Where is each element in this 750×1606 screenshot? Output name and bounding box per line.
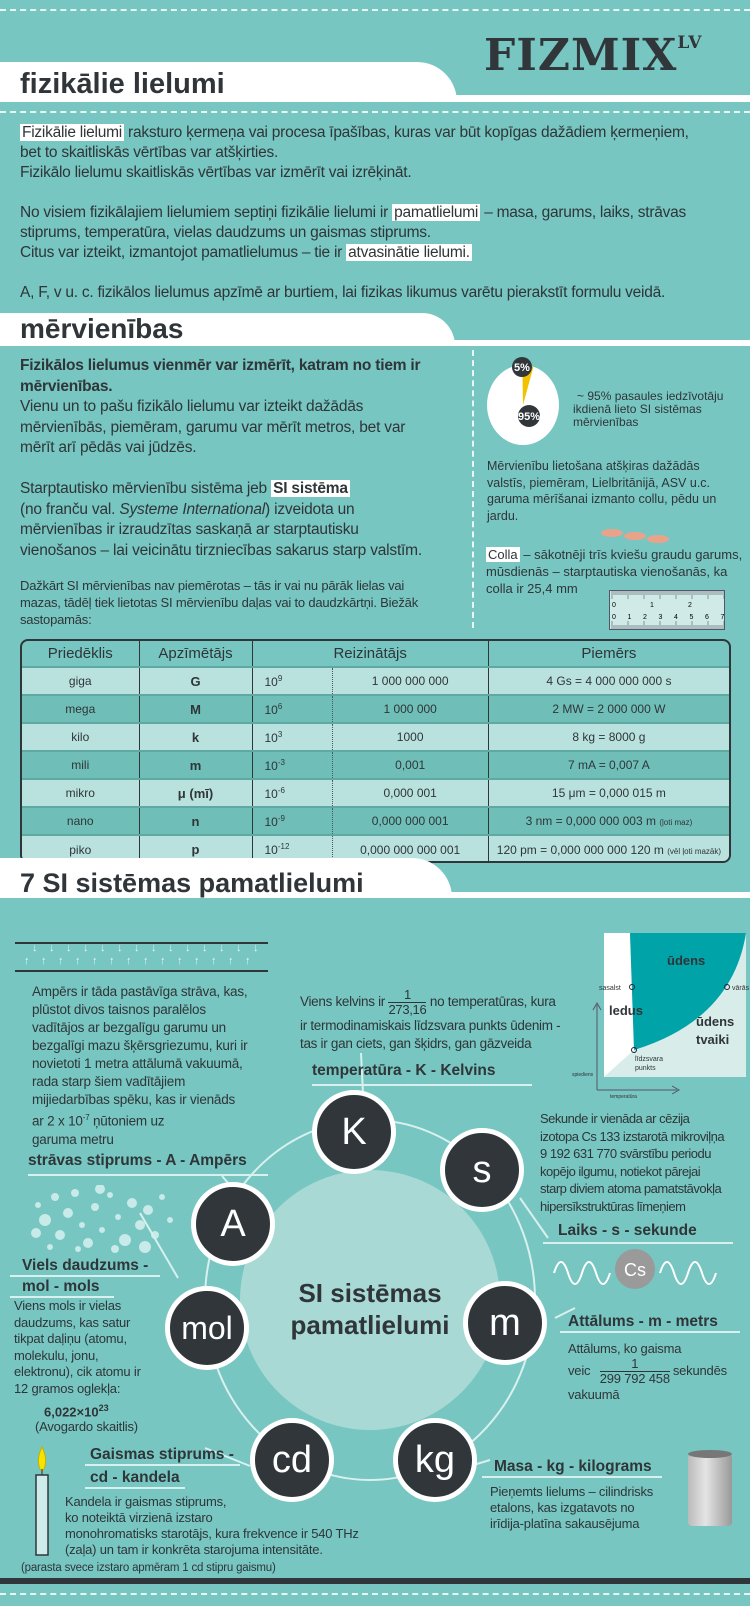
text: ir termodinamiskais līdzsvara punkts ūdenim - [300, 1018, 561, 1033]
label-mole-1: Viels daudzums - [10, 1257, 160, 1277]
text: 10 [264, 786, 278, 801]
text: vadītājos ar bezgalīgu garumu un [32, 1020, 226, 1035]
molecule-bubble [51, 1193, 59, 1201]
molecule-bubble [111, 1245, 119, 1253]
fraction [388, 988, 426, 1017]
text: tas ir gan ciets, gan šķidrs, gan gāzveida [300, 1036, 532, 1051]
denominator: 299 792 458 [599, 1371, 670, 1386]
highlight-inch: Colla [488, 547, 518, 562]
highlight-derived-quantities: atvasinātie lielumi. [348, 244, 470, 261]
text: garuma mērīšanai izmanto collu, pēdu un [487, 492, 717, 506]
text: Citus var izteikt, izmantojot pamatlielumus – tie ir [20, 244, 343, 261]
cell-multiplier: 0,001 [332, 751, 488, 779]
text: garuma metru [32, 1131, 114, 1147]
candle-icon [30, 1445, 54, 1557]
text: 10 [264, 843, 278, 857]
molecule-bubble [143, 1205, 153, 1215]
prefix-intro-text [20, 577, 418, 628]
arrow-up-icon: ↑ [58, 955, 64, 967]
intro-text [20, 123, 689, 303]
text: starp diviem atoma pamatstāvokļa [540, 1181, 722, 1196]
text: raksturo ķermeņa vai procesa īpašības, kuras var būt kopīgas dažādiem ķermeņiem, [128, 124, 689, 141]
molecule-bubble [99, 1227, 105, 1233]
cell-symbol: μ (mī) [139, 779, 252, 807]
cell-example [488, 835, 729, 863]
text: mērvienības ir izraudzītas saskaņā ar starptautisku [20, 521, 359, 538]
arrow-up-icon: ↑ [177, 955, 183, 967]
ruler-label: 2 [643, 614, 647, 621]
molecule-bubble [55, 1230, 65, 1240]
avogadro-number [44, 1400, 109, 1420]
text: ikdienā lieto SI sistēmas [573, 402, 702, 416]
arrow-up-icon: ↑ [92, 955, 98, 967]
text: monohromatisks starotājs, kura frekvence ir 540 THz [65, 1526, 359, 1541]
current-arrows-icon [22, 942, 267, 969]
footer-bar [0, 1578, 750, 1584]
text: -12 [277, 842, 290, 851]
cesium-wave-icon [552, 1247, 727, 1291]
text: jardu. [487, 508, 519, 523]
text: SI sistēmas [298, 1278, 442, 1308]
molecule-bubble [39, 1214, 51, 1226]
text: etalons, kas izgatavots no [490, 1500, 635, 1515]
cell-multiplier: 0,000 001 [332, 779, 488, 807]
col-header-example: Piemērs [488, 641, 729, 667]
ruler-label: 6 [705, 614, 709, 621]
unit-circle-metre: m [463, 1281, 547, 1365]
text: kopējo ilgumu, notiekot pārejai [540, 1163, 701, 1179]
text: mazas, tādēļ tiek lietotas SI mērvienību daļas vai to daudzkārtņi. Biežāk [20, 595, 418, 610]
molecule-bubble [63, 1208, 73, 1218]
text: 10 [264, 730, 278, 745]
arrow-up-icon: ↑ [126, 955, 132, 967]
kilogram-text [490, 1484, 653, 1532]
text: Vienu un to pašu fizikālo lielumu var izteikt dažādās [20, 398, 364, 415]
cell-power [252, 695, 332, 723]
ruler-label: 1 [627, 614, 632, 621]
avogadro-note: (Avogardo skaitlis) [35, 1419, 138, 1434]
arrow-down-icon: ↓ [100, 942, 106, 954]
cell-multiplier: 0,000 000 001 [332, 807, 488, 835]
text: bet to skaitliskās vērtības var atšķirties. [20, 144, 279, 161]
arrow-up-icon: ↑ [228, 955, 234, 967]
text: Viens kelvins ir [300, 994, 385, 1010]
text: ņūtoniem uz [89, 1113, 165, 1129]
units-text [20, 356, 422, 561]
text: mērvienībās, piemēram, garumu var mērīt metros, bet var [20, 418, 406, 436]
molecule-bubble [127, 1198, 137, 1208]
text: izotopa Cs 133 izstarotā mikroviļņa [540, 1128, 725, 1144]
text: -3 [277, 757, 285, 767]
text: Ampērs ir tāda pastāvīga strāva, kas, [32, 984, 248, 999]
arrow-up-icon: ↑ [211, 955, 217, 967]
molecule-bubble [31, 1228, 41, 1238]
cell-power [252, 667, 332, 695]
cell-example [488, 667, 729, 695]
text: ~ 95% pasaules iedzīvotāju [577, 389, 724, 403]
candela-note: (parasta svece izstaro apmēram 1 cd stipru gaismu) [21, 1562, 276, 1574]
ruler-label: 0 [612, 602, 616, 609]
label-vapor: tvaiki [696, 1032, 730, 1047]
molecule-bubble [75, 1246, 81, 1252]
text: Viens mols ir vielas [14, 1298, 122, 1313]
arrow-down-icon: ↓ [185, 942, 191, 954]
cell-prefix: mikro [22, 779, 139, 807]
section-title-physical-quantities: fizikālie lielumi [20, 68, 225, 100]
text: Sekunde ir vienāda ar cēzija [540, 1111, 690, 1126]
second-text [540, 1110, 724, 1215]
arrow-down-icon: ↓ [219, 942, 225, 954]
text: pamatlielumi [290, 1310, 450, 1340]
cell-symbol: m [139, 751, 252, 779]
arrow-up-icon: ↑ [109, 955, 115, 967]
text: 12 gramos oglekļa: [14, 1380, 121, 1396]
molecule-bubble [71, 1189, 79, 1197]
arrow-up-icon: ↑ [75, 955, 81, 967]
text: bezgalīgi mazu šķērsgriezumu, kuri ir [32, 1038, 248, 1053]
arrow-down-icon: ↓ [49, 942, 55, 954]
numerator: 1 [600, 1357, 670, 1372]
text: tikpat daļiņu (atomu, [14, 1331, 127, 1346]
text: mijiedarbības spēku, kas ir vienāds [32, 1092, 236, 1107]
text: -9 [277, 813, 285, 823]
label-water: ūdens [667, 953, 706, 968]
text: A, F, v u. c. fizikālos lielumus apzīmē ar burtiem, lai fizikas likumus varētu pierakstīt formulu veidā. [20, 284, 666, 301]
text: no temperatūras, kura [429, 994, 556, 1010]
text: (zaļa) un tam ir konkrēta starojuma intensitāte. [65, 1542, 323, 1557]
mole-text [14, 1298, 141, 1397]
text: vakuumā [568, 1387, 620, 1402]
molecule-bubble [95, 1185, 105, 1194]
text: 8 kg = 8000 g [572, 730, 646, 744]
text: No visiem fizikālajiem lielumiem septiņi fizikālie lielumi ir [20, 204, 389, 221]
cell-multiplier: 1 000 000 000 [332, 667, 488, 695]
text: ko noteiktā virzienā izstaro [65, 1510, 213, 1525]
arrow-down-icon: ↓ [236, 942, 242, 954]
text: Starptautisko mērvienību sistēma jeb [20, 480, 267, 497]
molecule-bubble [107, 1192, 113, 1198]
fraction [600, 1357, 670, 1386]
text: ar 2 x 10 [32, 1113, 83, 1129]
bottom-dashed-divider [0, 1593, 750, 1595]
molecule-bubble [47, 1244, 53, 1250]
cell-multiplier: 1 000 000 [332, 695, 488, 723]
text: 15 μm = 0,000 015 m [551, 786, 666, 800]
text: 7 mA = 0,007 A [568, 758, 650, 772]
table-row [22, 751, 729, 779]
text: 3 [277, 729, 283, 739]
cell-multiplier: 1000 [332, 723, 488, 751]
ampere-text [32, 983, 247, 1149]
label-metre: Attālums - m - metrs [560, 1313, 740, 1333]
text: (ļoti maz) [659, 818, 693, 827]
cell-power [252, 779, 332, 807]
cell-power [252, 723, 332, 751]
label-triple: līdzsvara [635, 1056, 664, 1063]
arrow-down-icon: ↓ [66, 942, 72, 954]
text: stiprums, temperatūra, vielas daudzums un gaismas stiprums. [20, 224, 431, 241]
text: 120 pm = 0,000 000 000 120 m [496, 842, 664, 857]
unit-circle-candela: cd [250, 1418, 334, 1502]
label-candela-2: cd - kandela [85, 1469, 185, 1489]
cell-multiplier: 0,000 000 000 001 [332, 835, 488, 863]
pie-label-95: 95% [517, 411, 541, 423]
molecule-bubble [83, 1238, 93, 1248]
ruler-label: 7 [720, 614, 725, 621]
label-ice: ledus [609, 1003, 643, 1018]
molecule-bubble [151, 1231, 159, 1239]
text: mērvienības. [20, 377, 113, 395]
unit-circle-ampere: A [191, 1182, 275, 1266]
candela-text [65, 1494, 359, 1558]
cell-symbol: M [139, 695, 252, 723]
table-row [22, 779, 729, 807]
text: Fizikālo lielumu skaitliskās vērtības var izmērīt vai izrēķināt. [20, 164, 412, 181]
cell-prefix: piko [22, 835, 139, 863]
text: 3 nm = 0,000 000 003 m [525, 814, 656, 828]
text: Systeme International [119, 500, 266, 518]
text: Fizikālos lielumus vienmēr var izmērīt, katram no tiem ir [20, 357, 421, 374]
highlight-si-system: SI sistēma [273, 480, 348, 497]
text: – masa, garums, laiks, strāvas [484, 204, 687, 221]
axis-pressure: spiediens [572, 1072, 594, 1078]
molecule-bubble [119, 1234, 131, 1246]
highlight-physical-quantities: Fizikālie lielumi [22, 124, 122, 141]
text: -6 [277, 785, 285, 795]
text: rada starp šiem vadītājiem [32, 1074, 186, 1089]
text: plūstot divos taisnos paralēlos [32, 1002, 206, 1017]
cell-prefix: kilo [22, 723, 139, 751]
text: ) izveidota un [265, 500, 355, 518]
ruler-icon [609, 590, 725, 630]
text: (vēl ļoti mazāk) [667, 846, 722, 856]
unit-circle-mole: mol [165, 1286, 249, 1370]
cell-example [488, 695, 729, 723]
molecule-bubble [91, 1203, 99, 1211]
text: Mērvienību lietošana atšķiras dažādās [487, 459, 700, 473]
text: daudzums, kas satur [14, 1314, 131, 1330]
label-second: Laiks - s - sekunde [543, 1222, 733, 1244]
cell-prefix: mili [22, 751, 139, 779]
cell-example [488, 807, 729, 835]
cesium-label: Cs [624, 1260, 646, 1280]
cell-symbol: p [139, 835, 252, 863]
text: veic [568, 1362, 591, 1378]
kelvin-text [300, 988, 560, 1053]
text: Dažkārt SI mērvienības nav piemērotas – tās ir vai nu pārāk lielas vai [20, 578, 405, 593]
text: mērīt arī pēdās vai jūdzēs. [20, 439, 197, 456]
vertical-dashed-divider [472, 350, 474, 628]
text: 6 [277, 701, 283, 711]
metre-text [568, 1340, 727, 1403]
axis-temperature: temperatūra [610, 1094, 637, 1100]
cell-symbol: k [139, 723, 252, 751]
label-kelvin: temperatūra - K - Kelvins [312, 1062, 532, 1086]
text: colla ir 25,4 mm [486, 581, 578, 596]
ruler-label: 3 [658, 614, 663, 621]
table-row [22, 807, 729, 835]
unit-circle-kelvin: K [312, 1090, 396, 1174]
ruler-label: 2 [688, 602, 692, 609]
text: sastopamās: [20, 612, 92, 627]
arrow-down-icon: ↓ [134, 942, 140, 954]
molecule-bubble [115, 1214, 121, 1220]
text: -7 [82, 1113, 90, 1122]
logo-suffix: LV [677, 33, 703, 53]
text: 10 [264, 674, 278, 689]
usage-text [487, 458, 716, 524]
label-vapor: ūdens [696, 1014, 735, 1029]
fizmix-logo [484, 30, 703, 81]
text: mūsdienās – starptautiska vienošanās, ka [486, 564, 728, 579]
logo-text: FIZMIX [484, 30, 678, 81]
prefix-table [20, 639, 731, 863]
col-header-multiplier: Reizinātājs [252, 641, 488, 667]
arrow-up-icon: ↑ [24, 955, 30, 967]
text: 10 [264, 702, 278, 717]
molecule-bubble [167, 1217, 173, 1223]
arrow-up-icon: ↑ [160, 955, 166, 967]
denominator: 273,16 [388, 1002, 427, 1017]
arrow-down-icon: ↓ [253, 942, 259, 954]
ruler-label: 0 [612, 614, 616, 621]
molecule-bubble [135, 1220, 145, 1230]
ruler-label: 4 [674, 614, 678, 621]
text: – sākotnēji trīs kviešu graudu garums, [523, 547, 743, 562]
arrow-down-icon: ↓ [202, 942, 208, 954]
text: molekulu, jonu, [14, 1347, 99, 1363]
text: hipersīkstruktūras līmeņiem [540, 1198, 686, 1214]
dashed-divider [0, 111, 750, 113]
molecule-bubble [79, 1222, 85, 1228]
text: novietoti 1 metra attālumā vakuumā, [32, 1056, 243, 1071]
molecules-icon [30, 1185, 180, 1257]
text: 10 [264, 814, 278, 829]
si-usage-pie-chart [478, 355, 573, 447]
cell-prefix: mega [22, 695, 139, 723]
text: 6,022×10 [44, 1404, 99, 1420]
arrow-down-icon: ↓ [32, 942, 38, 954]
text: irīdija-platīna sakausējuma [490, 1516, 640, 1531]
arrow-up-icon: ↑ [245, 955, 251, 967]
text: 2 MW = 2 000 000 W [552, 702, 666, 716]
highlight-base-quantities: pamatlielumi [394, 204, 479, 221]
label-mole-2: mol - mols [10, 1278, 114, 1298]
cell-symbol: n [139, 807, 252, 835]
section-title-units: mērvienības [20, 313, 184, 344]
ruler-label: 1 [650, 602, 654, 609]
cell-example [488, 723, 729, 751]
pie-label-5: 5% [514, 362, 530, 374]
arrow-down-icon: ↓ [168, 942, 174, 954]
text: Attālums, ko gaisma [568, 1341, 682, 1356]
arrow-down-icon: ↓ [117, 942, 123, 954]
text: Kandela ir gaismas stiprums, [65, 1494, 227, 1509]
molecule-bubble [35, 1202, 41, 1208]
label-boil: vārās [732, 985, 750, 992]
text: sekundēs [672, 1362, 727, 1378]
cell-power [252, 751, 332, 779]
section-title-si-base: 7 SI sistēmas pamatlielumi [20, 868, 364, 898]
arrow-down-icon: ↓ [151, 942, 157, 954]
unit-circle-second: s [440, 1128, 524, 1212]
text: (no franču val. [20, 500, 116, 518]
table-row [22, 723, 729, 751]
col-header-prefix: Priedēklis [47, 645, 113, 662]
text: 4 Gs = 4 000 000 000 s [546, 674, 672, 688]
arrow-up-icon: ↑ [194, 955, 200, 967]
label-freeze: sasalst [599, 985, 621, 992]
cell-prefix: nano [22, 807, 139, 835]
arrow-up-icon: ↑ [143, 955, 149, 967]
numerator: 1 [388, 988, 426, 1003]
table-row [22, 667, 729, 695]
kilogram-cylinder-icon [686, 1448, 734, 1528]
text: Pieņemts lielums – cilindrisks [490, 1484, 654, 1499]
text: mērvienības [573, 415, 639, 429]
text: 23 [98, 1403, 109, 1413]
molecule-bubble [159, 1194, 165, 1200]
text: elektronu), cik atomu ir [14, 1364, 141, 1379]
text: 9 192 631 770 svārstību periodu [540, 1146, 711, 1161]
label-ampere: strāvas stiprums - A - Ampērs [28, 1152, 268, 1176]
cell-prefix: giga [22, 667, 139, 695]
pie-caption [573, 390, 723, 429]
col-header-symbol: Apzīmētājs [139, 641, 252, 667]
water-phase-diagram [572, 930, 750, 1100]
arrow-up-icon: ↑ [41, 955, 47, 967]
text: 10 [264, 758, 278, 773]
ruler-label: 5 [689, 614, 694, 621]
label-kilogram: Masa - kg - kilograms [482, 1458, 662, 1478]
text: vienošanos – lai veicinātu tirzniecības sakarus starp valstīm. [20, 541, 422, 559]
label-triple: punkts [635, 1065, 656, 1072]
table-row [22, 695, 729, 723]
top-dashed-divider [0, 9, 750, 11]
text: 9 [277, 673, 283, 683]
arrow-down-icon: ↓ [83, 942, 89, 954]
unit-circle-kilogram: kg [393, 1418, 477, 1502]
molecule-bubble [139, 1241, 151, 1253]
cell-example [488, 779, 729, 807]
cell-example [488, 751, 729, 779]
wheat-grains-icon [600, 526, 672, 545]
cell-symbol: G [139, 667, 252, 695]
label-candela-1: Gaismas stiprums - [85, 1446, 240, 1466]
cell-power [252, 807, 332, 835]
text: valstīs, piemēram, Lielbritānijā, ASV u.c. [487, 475, 711, 490]
center-title [270, 1277, 470, 1341]
